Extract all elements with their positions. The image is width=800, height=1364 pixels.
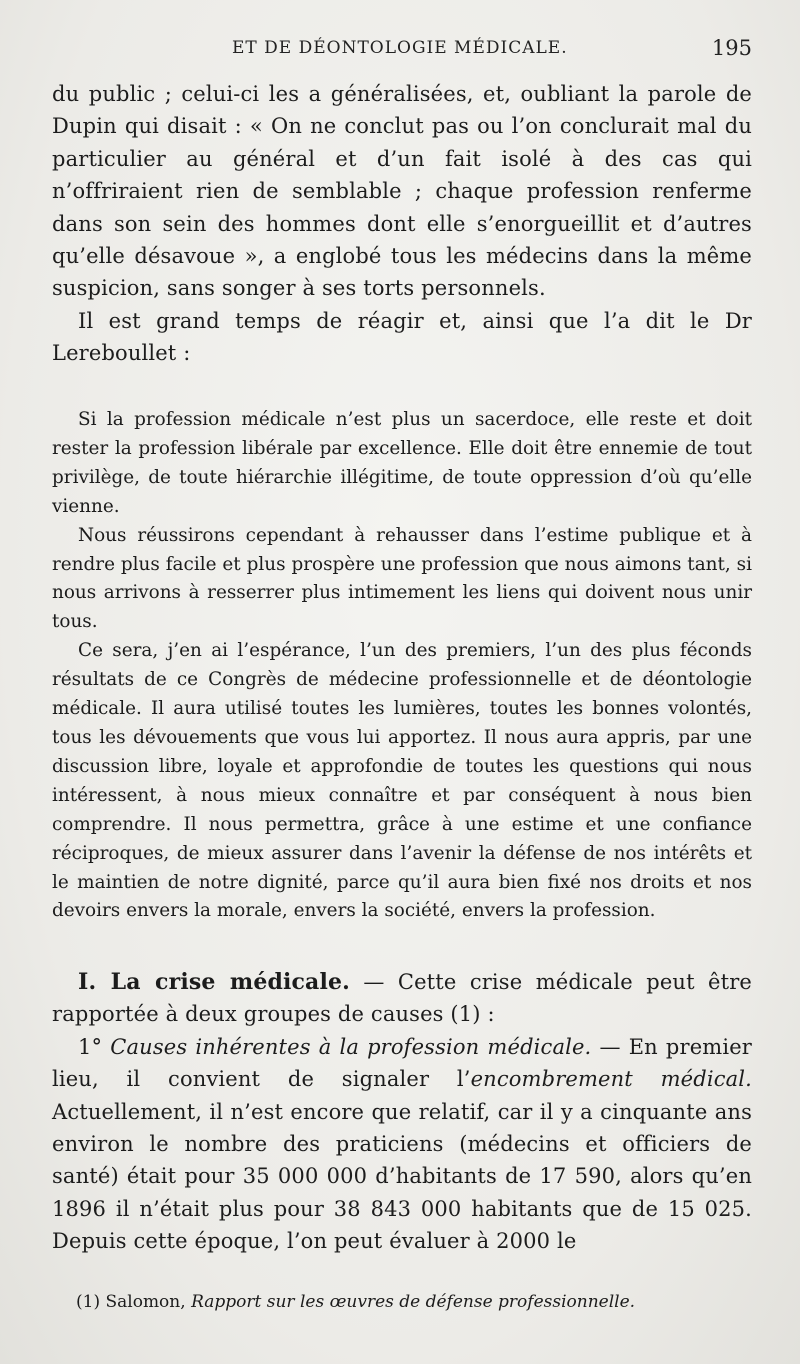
emphasis-encombrement: encombrement médical. [470,1067,752,1092]
section-heading: I. La crise médicale. [78,969,350,995]
footnote-title: Rapport sur les œuvres de défense professionnelle. [191,1292,636,1312]
footnote [76,1290,756,1314]
quote-paragraph: Nous réussirons cependant à rehausser dans l’estime publique et à rendre plus facile et plus prospère une profession que nous aimons tant, si nous arrivons à resserrer plus intimement les liens qui doivent nous unir tous. [52,524,752,633]
quote-paragraph: Si la profession médicale n’est plus un sacerdoce, elle reste et doit rester la profession libérale par excellence. Elle doit être ennemie de tout privilège, de toute hiérarchie illégitime, de toute oppression d’où qu’elle vienne. [52,409,752,517]
page-header [52,38,752,68]
block-quote [52,406,752,926]
subsection-number: 1° [78,1034,111,1059]
subsection-paragraph [52,1031,752,1258]
running-title: ET DE DÉONTOLOGIE MÉDICALE. [232,38,568,58]
paragraph-continuation: du public ; celui-ci les a généralisées, et, oubliant la parole de Dupin qui disait : « On ne conclut pas ou l’on conclurait mal du particulier au général et d’un fait isolé à des cas qui n’offriraient rien de semblable ; chaque profession renferme dans son sein des hommes dont elle s’enorgueillit et d’autres qu’elle désavoue », a englobé tous les médecins dans la même suspicion, sans songer à ses torts personnels. [52,82,752,301]
paragraph-lereboullet: Il est grand temps de réagir et, ainsi que l’a dit le Dr Lereboullet : [52,308,752,366]
footnote-marker: (1) [76,1292,106,1312]
footnote-author: Salomon, [105,1292,192,1312]
main-text [52,78,752,370]
quote-paragraph: Ce sera, j’en ai l’espérance, l’un des premiers, l’un des plus féconds résultats de ce Congrès de médecine professionnelle et de déontologie médicale. Il aura utilisé toutes les lumières, toutes les bonnes volontés, tous les dévouements que vous lui apportez. Il nous aura appris, par une discussion libre, loyale et approfondie de toutes les questions qui nous intéressent, à nous mieux connaître et par conséquent à nous bien comprendre. Il nous permettra, grâce à une estime et une confiance réciproques, de mieux assurer dans l’avenir la défense de nos intérêts et le maintien de notre dignité, parce qu’il aura bien fixé nos droits et nos devoirs envers la morale, envers la société, envers la profession. [52,640,752,922]
subsection-text-continued: Actuellement, il n’est encore que relatif, car il y a cinquante ans environ le nombre des praticiens (médecins et officiers de santé) était pour 35 000 000 d’habitants de 17 590, alors qu’en 1896 il n’était plus pour 38 843 000 habitants que de 15 025. Depuis cette époque, l’on peut évaluer à 2000 le [52,1099,752,1254]
section-crise-medicale [52,966,752,1258]
subsection-text: — En premier lieu, il convient de signaler l’ [52,1034,752,1092]
section-intro-paragraph [52,966,752,1031]
page-number: 195 [711,36,752,60]
section-intro: — Cette crise médicale peut être rapportée à deux groupes de causes (1) : [52,970,752,1027]
subsection-title: Causes inhérentes à la profession médicale. [110,1034,592,1059]
